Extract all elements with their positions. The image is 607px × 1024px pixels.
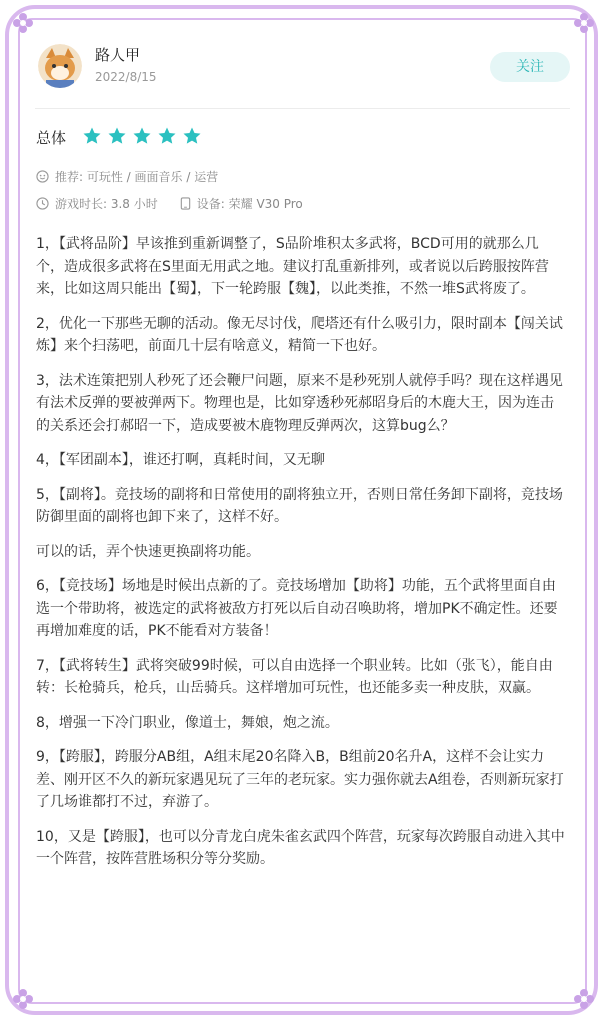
username[interactable]: 路人甲 xyxy=(95,46,141,64)
info-row xyxy=(36,195,303,212)
review-paragraph: 可以的话，弄个快速更换副将功能。 xyxy=(36,543,260,560)
review-paragraph: 10，又是【跨服】，也可以分青龙白虎朱雀玄武四个阵营，玩家每次跨服自动进入其中一个阵营，按阵营胜场积分等分奖励。 xyxy=(36,828,565,867)
clock-icon xyxy=(36,197,49,210)
review-content xyxy=(36,233,566,883)
review-paragraph: 3，法术连策把别人秒死了还会鞭尸问题，原来不是秒死别人就停手吗？现在这样遇见有法术反弹的要被弹两下。物理也是，比如穿透秒死郝昭身后的木鹿大王，因为连击的关系还会打郝昭一下，造成要被木鹿物理反弹两次，这算bug么？ xyxy=(36,372,563,434)
star-icon xyxy=(132,126,152,146)
star-icon xyxy=(157,126,177,146)
review-paragraph: 8，增强一下冷门职业，像道士，舞娘，炮之流。 xyxy=(36,714,339,731)
star-icon xyxy=(107,126,127,146)
content-fade xyxy=(30,920,576,992)
review-date: 2022/8/15 xyxy=(95,70,157,84)
star-rating xyxy=(82,126,202,146)
recommend-row xyxy=(36,168,218,185)
smile-icon xyxy=(36,170,49,183)
overall-rating-label: 总体 xyxy=(36,129,67,147)
review-paragraph: 1，【武将品阶】早该推到重新调整了，S品阶堆积太多武将，BCD可用的就那么几个，造成很多武将在S里面无用武之地。建议打乱重新排列，或者说以后跨服按阵营来，比如这周只能出【蜀】，下一轮跨服【魏】，以此类推，不然一堆S武将废了。 xyxy=(36,236,549,297)
star-icon xyxy=(82,126,102,146)
cat-avatar-icon xyxy=(38,44,82,88)
review-paragraph: 7，【武将转生】武将突破99时候，可以自由选择一个职业转。比如（张飞），能自由转：长枪骑兵，枪兵，山岳骑兵。这样增加可玩性，也还能多卖一种皮肤，双赢。 xyxy=(36,657,553,696)
review-paragraph: 9，【跨服】，跨服分AB组，A组末尾20名降入B，B组前20名升A，这样不会让实力差、刚开区不久的新玩家遇见玩了三年的老玩家。实力强你就去A组卷，否则新玩家打了几场谁都打不过，弃游了。 xyxy=(36,749,564,810)
flower-corner-icon xyxy=(573,12,595,34)
review-paragraph: 6，【竞技场】场地是时候出点新的了。竞技场增加【助将】功能，五个武将里面自由选一个带助将，被选定的武将被敌方打死以后自动召唤助将，增加PK不确定性。还要再增加难度的话，PK不能看对方装备！ xyxy=(36,578,558,639)
flower-corner-icon xyxy=(573,988,595,1010)
review-paragraph: 2，优化一下那些无聊的活动。像无尽讨伐，爬塔还有什么吸引力，限时副本【闯关试炼】来个扫荡吧，前面几十层有啥意义，精简一下也好。 xyxy=(36,315,563,354)
review-paragraph: 5，【副将】。竞技场的副将和日常使用的副将独立开，否则日常任务卸下副将，竞技场防御里面的副将也卸下来了，这样不好。 xyxy=(36,486,563,525)
phone-icon xyxy=(180,197,191,210)
review-paragraph: 4，【军团副本】，谁还打啊，真耗时间，又无聊 xyxy=(36,452,325,468)
playtime-text: 游戏时长: 3.8 小时 xyxy=(55,197,158,211)
recommend-text: 推荐: 可玩性 / 画面音乐 / 运营 xyxy=(55,170,219,184)
divider xyxy=(35,108,570,109)
review-card xyxy=(30,30,576,992)
star-icon xyxy=(182,126,202,146)
follow-button[interactable]: 关注 xyxy=(490,52,570,82)
avatar[interactable] xyxy=(38,44,82,88)
device-text: 设备: 荣耀 V30 Pro xyxy=(196,197,303,211)
